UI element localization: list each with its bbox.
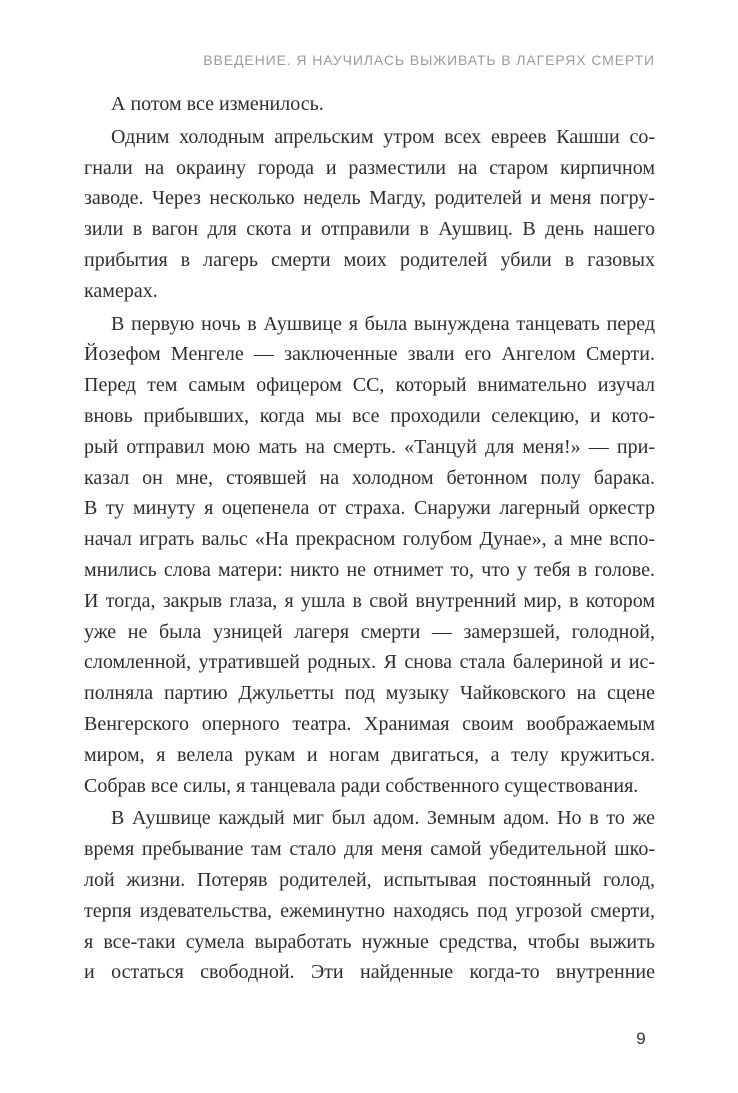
text-line: Перед тем самым офицером СС, который внимательно изучал bbox=[84, 374, 655, 397]
text-line: рый отправил мою мать на смерть. «Танцуй для меня!» — при- bbox=[84, 435, 655, 458]
text-line: я все-таки сумела выработать нужные средства, чтобы выжить bbox=[84, 930, 655, 953]
paragraph bbox=[84, 89, 655, 120]
paragraph bbox=[84, 309, 655, 802]
text-line: начал играть вальс «На прекрасном голубом Дунае», а мне вспо- bbox=[84, 528, 655, 551]
text-line: В первую ночь в Аушвице я была вынуждена танцевать перед bbox=[111, 312, 655, 335]
text-line: прибытия в лагерь смерти моих родителей убили в газовых bbox=[84, 248, 655, 271]
text-line: Йозефом Менгеле — заключенные звали его Ангелом Смерти. bbox=[84, 343, 655, 366]
text-line: полняла партию Джульетты под музыку Чайковского на сцене bbox=[84, 682, 655, 705]
text-line: Венгерского оперного театра. Хранимая своим воображаемым bbox=[84, 712, 655, 735]
text-line: миром, я велела рукам и ногам двигаться, а телу кружиться. bbox=[84, 743, 655, 766]
text-line: А потом все изменилось. bbox=[111, 93, 324, 115]
text-line: вновь прибывших, когда мы все проходили селекцию, и кото- bbox=[84, 404, 655, 427]
text-line: Одним холодным апрельским утром всех евреев Кашши со- bbox=[111, 125, 655, 148]
text-line: Собрав все силы, я танцевала ради собственного существования. bbox=[84, 774, 639, 797]
text-line: заводе. Через несколько недель Магду, родителей и меня погру- bbox=[84, 187, 655, 210]
text-line: мнились слова матери: никто не отнимет то, что у тебя в голове. bbox=[84, 558, 655, 581]
paragraph bbox=[84, 122, 655, 307]
text-line: сломленной, утратившей родных. Я снова стала балериной и ис- bbox=[84, 651, 655, 674]
paragraph bbox=[84, 803, 655, 988]
text-block bbox=[84, 89, 655, 990]
running-head: ВВЕДЕНИЕ. Я НАУЧИЛАСЬ ВЫЖИВАТЬ В ЛАГЕРЯХ СМЕРТИ bbox=[203, 52, 655, 68]
text-line: и остаться свободной. Эти найденные когда-то внутренние bbox=[84, 961, 655, 984]
text-line: В Аушвице каждый миг был адом. Земным адом. Но в то же bbox=[111, 807, 655, 830]
text-line: казал он мне, стоявшей на холодном бетонном полу барака. bbox=[84, 466, 655, 489]
text-line: зили в вагон для скота и отправили в Аушвиц. В день нашего bbox=[84, 218, 655, 241]
text-line: гнали на окраину города и разместили на старом кирпичном bbox=[84, 156, 655, 179]
text-line: лой жизни. Потеряв родителей, испытывая постоянный голод, bbox=[84, 868, 655, 891]
text-line: терпя издевательства, ежеминутно находясь под угрозой смерти, bbox=[84, 899, 655, 922]
text-line: камерах. bbox=[84, 279, 158, 302]
text-line: И тогда, закрыв глаза, я ушла в свой внутренний мир, в котором bbox=[84, 589, 655, 612]
page-number: 9 bbox=[636, 1029, 646, 1048]
text-line: В ту минуту я оцепенела от страха. Снаружи лагерный оркестр bbox=[84, 497, 655, 520]
text-line: уже не была узницей лагеря смерти — замерзшей, голодной, bbox=[84, 620, 655, 643]
text-line: время пребывание там стало для меня самой убедительной шко- bbox=[84, 838, 655, 861]
